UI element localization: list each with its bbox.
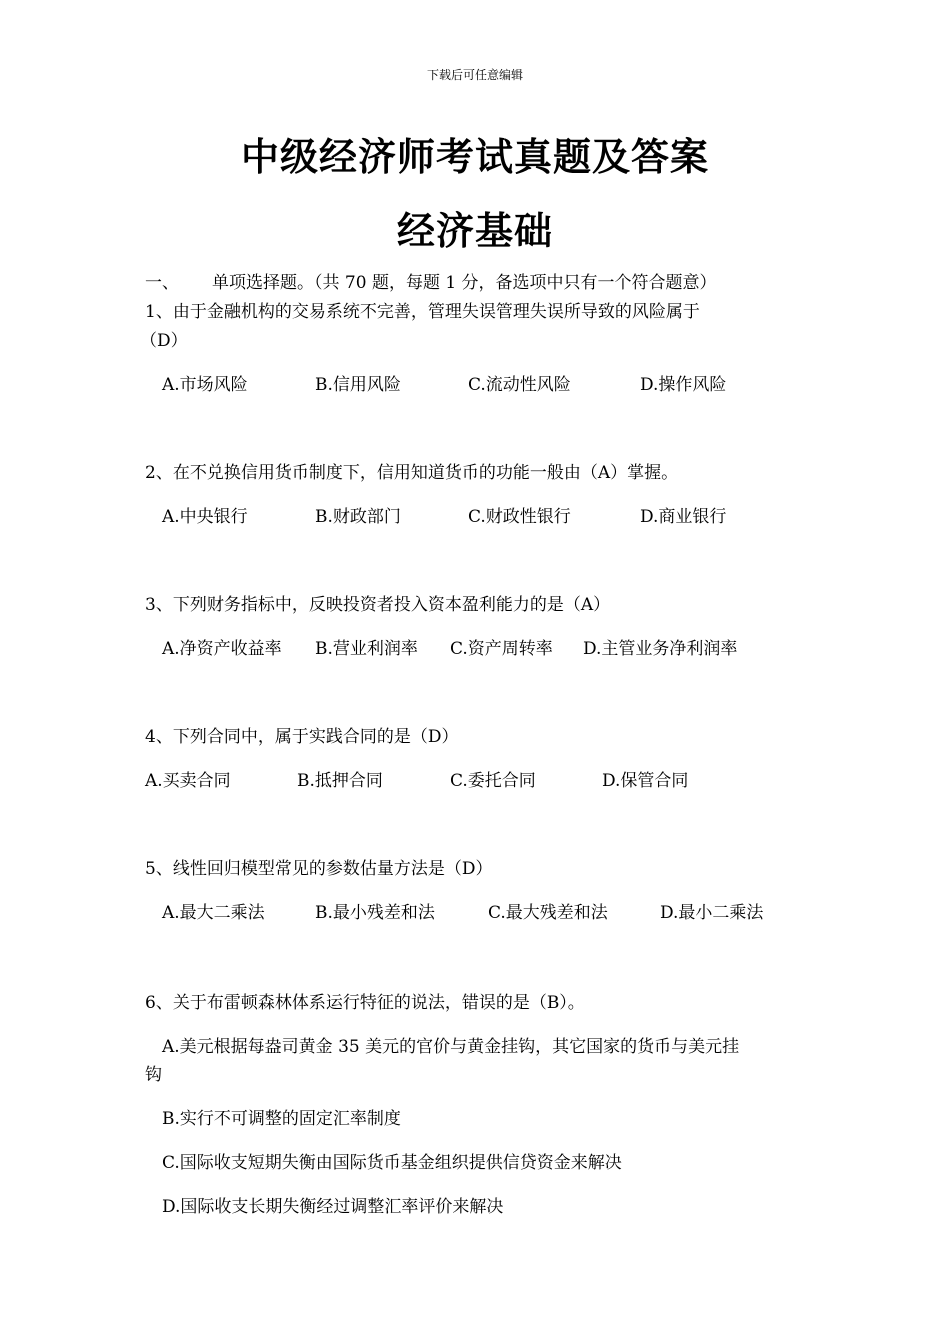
question-4-option-c: C.委托合同 <box>450 771 536 791</box>
question-5-option-a: A.最大二乘法 <box>162 903 265 923</box>
question-5-text: 5、线性回归模型常见的参数估量方法是（D） <box>145 859 493 879</box>
question-4-option-b: B.抵押合同 <box>297 771 383 791</box>
question-3-text: 3、下列财务指标中，反映投资者投入资本盈利能力的是（A） <box>145 595 611 615</box>
question-6-option-a: A.美元根据每盎司黄金 35 美元的官价与黄金挂钩，其它国家的货币与美元挂 <box>162 1037 740 1057</box>
question-6-option-a-continued: 钩 <box>145 1065 162 1085</box>
question-1-option-d: D.操作风险 <box>640 375 727 395</box>
question-2-option-b: B.财政部门 <box>315 507 401 527</box>
question-1-text: 1、由于金融机构的交易系统不完善，管理失误管理失误所导致的风险属于 <box>145 302 700 322</box>
question-6-option-d: D.国际收支长期失衡经过调整汇率评价来解决 <box>162 1197 504 1217</box>
question-2-option-c: C.财政性银行 <box>468 507 571 527</box>
question-3-option-b: B.营业利润率 <box>315 639 418 659</box>
question-4-text: 4、下列合同中，属于实践合同的是（D） <box>145 727 459 747</box>
section-number: 一、 <box>145 273 179 293</box>
question-5-option-c: C.最大残差和法 <box>488 903 608 923</box>
question-3-option-d: D.主管业务净利润率 <box>583 639 738 659</box>
question-6-option-b: B.实行不可调整的固定汇率制度 <box>162 1109 401 1129</box>
question-1-option-a: A.市场风险 <box>162 375 248 395</box>
question-4-option-a: A.买卖合同 <box>145 771 231 791</box>
page-subtitle: 经济基础 <box>396 208 553 253</box>
question-1-option-b: B.信用风险 <box>315 375 401 395</box>
section-heading: 单项选择题。（共 70 题，每题 1 分，备选项中只有一个符合题意） <box>212 273 717 293</box>
question-2-option-d: D.商业银行 <box>640 507 727 527</box>
header-note: 下载后可任意编辑 <box>426 68 523 82</box>
question-4-option-d: D.保管合同 <box>602 771 689 791</box>
question-3-option-a: A.净资产收益率 <box>162 639 282 659</box>
question-1-option-c: C.流动性风险 <box>468 375 571 395</box>
question-2-text: 2、在不兑换信用货币制度下，信用知道货币的功能一般由（A）掌握。 <box>145 463 679 483</box>
page-title: 中级经济师考试真题及答案 <box>240 134 709 179</box>
question-5-option-d: D.最小二乘法 <box>660 903 764 923</box>
question-1-answer: （D） <box>140 331 188 351</box>
question-3-option-c: C.资产周转率 <box>450 639 553 659</box>
question-6-text: 6、关于布雷顿森林体系运行特征的说法，错误的是（B）。 <box>145 993 585 1013</box>
question-2-option-a: A.中央银行 <box>162 507 248 527</box>
question-5-option-b: B.最小残差和法 <box>315 903 435 923</box>
question-6-option-c: C.国际收支短期失衡由国际货币基金组织提供信贷资金来解决 <box>162 1153 622 1173</box>
